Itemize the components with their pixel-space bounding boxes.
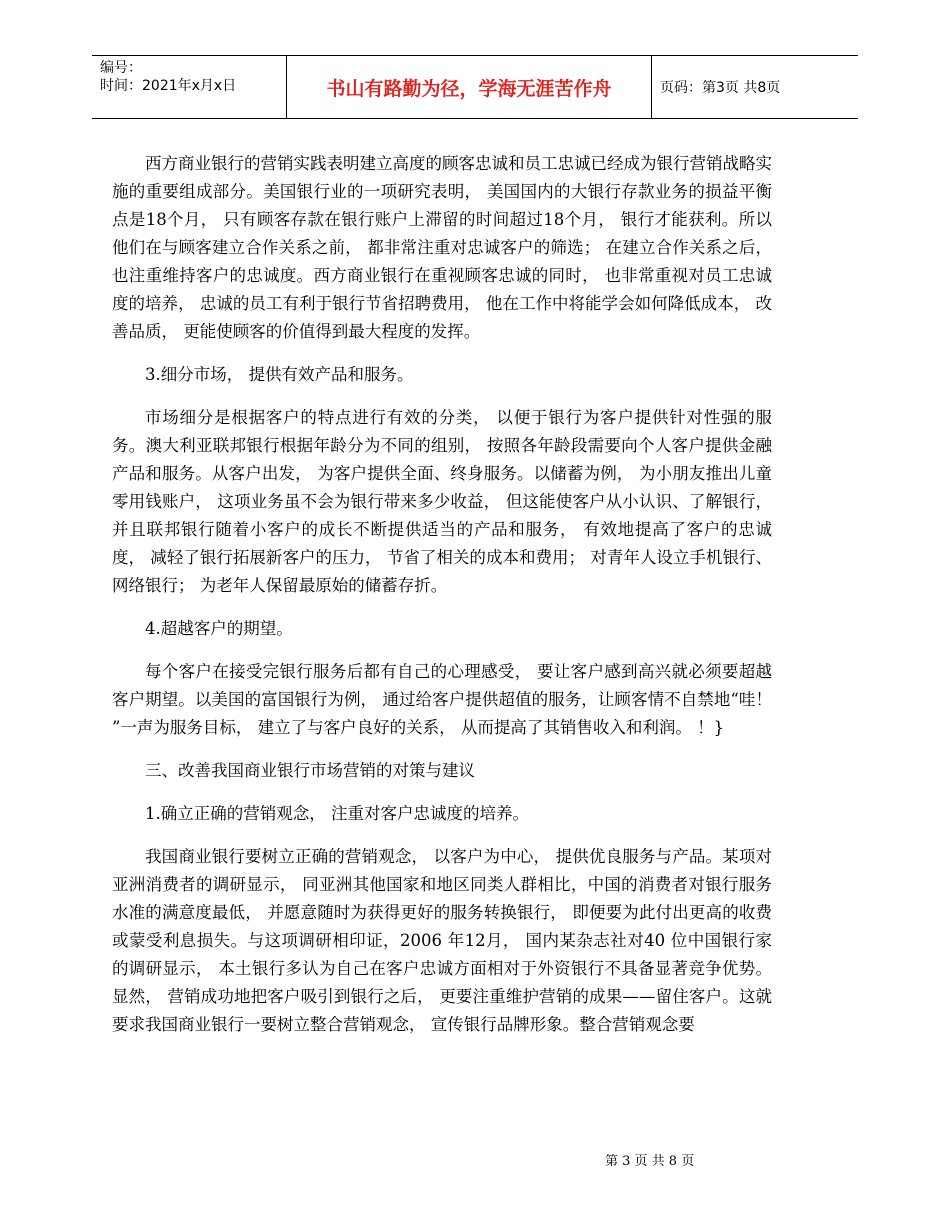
header-meta <box>92 56 286 118</box>
header-time: 时间：2021年x月x日 <box>100 78 237 94</box>
chapter-heading: 三、改善我国商业银行市场营销的对策与建议 <box>145 761 475 780</box>
header-number-label: 编号： <box>100 60 142 76</box>
paragraph: 西方商业银行的营销实践表明建立高度的顾客忠诚和员工忠诚已经成为银行营销战略实施的重要组成部分。美国银行业的一项研究表明， 美国国内的大银行存款业务的损益平衡点是18个月， 只有顾客存款在银行账户上滞留的时间超过18个月， 银行才能获利。所以他们在与顾客建立合作关系之前， 都非常注重对忠诚客户的筛选； 在建立合作关系之后， 也注重维持客户的忠诚度。西方商业银行在重视顾客忠诚的同时， 也非常重视对员工忠诚度的培养， 忠诚的员工有利于银行节省招聘费用， 他在工作中将能学会如何降低成本， 改善品质， 更能使顾客的价值得到最大程度的发挥。 <box>112 154 772 341</box>
header-page-info: 页码：第3页 共8页 <box>660 80 781 96</box>
section-heading: 1.确立正确的营销观念， 注重对客户忠诚度的培养。 <box>145 804 529 823</box>
paragraph: 市场细分是根据客户的特点进行有效的分类， 以便于银行为客户提供针对性强的服务。澳大利亚联邦银行根据年龄分为不同的组别， 按照各年龄段需要向个人客户提供金融产品和服务。从客户出发， 为客户提供全面、终身服务。以储蓄为例， 为小朋友推出儿童零用钱账户， 这项业务虽不会为银行带来多少收益， 但这能使客户从小认识、了解银行， 并且联邦银行随着小客户的成长不断提供适当的产品和服务， 有效地提高了客户的忠诚度， 减轻了银行拓展新客户的压力， 节省了相关的成本和费用； 对青年人设立手机银行、网络银行； 为老年人保留最原始的储蓄存折。 <box>112 408 772 595</box>
paragraph: 我国商业银行要树立正确的营销观念， 以客户为中心， 提供优良服务与产品。某项对亚洲消费者的调研显示， 同亚洲其他国家和地区同类人群相比，中国的消费者对银行服务水准的满意度最低， 并愿意随时为获得更好的服务转换银行， 即便要为此付出更高的收费或蒙受利息损失。与这项调研相印证，2006 年12月， 国内某杂志社对40 位中国银行家的调研显示， 本土银行多认为自己在客户忠诚方面相对于外资银行不具备显著竞争优势。显然， 营销成功地把客户吸引到银行之后， 更要注重维护营销的成果——留住客户。这就要求我国商业银行一要树立整合营销观念， 宣传银行品牌形象。整合营销观念要 <box>112 847 772 1034</box>
page-footer: 第 3 页 共 8 页 <box>605 1154 695 1169</box>
page-header <box>92 55 858 119</box>
paragraph: 每个客户在接受完银行服务后都有自己的心理感受， 要让客户感到高兴就必须要超越客户期望。以美国的富国银行为例， 通过给客户提供超值的服务，让顾客情不自禁地“哇！ ”一声为服务目标， 建立了与客户良好的关系， 从而提高了其销售收入和利润。 ！} <box>112 662 772 737</box>
header-motto: 书山有路勤为径，学海无涯苦作舟 <box>286 56 652 118</box>
document-body <box>112 150 772 1054</box>
section-heading: 3.细分市场， 提供有效产品和服务。 <box>145 365 414 384</box>
section-heading: 4.超越客户的期望。 <box>145 619 293 638</box>
